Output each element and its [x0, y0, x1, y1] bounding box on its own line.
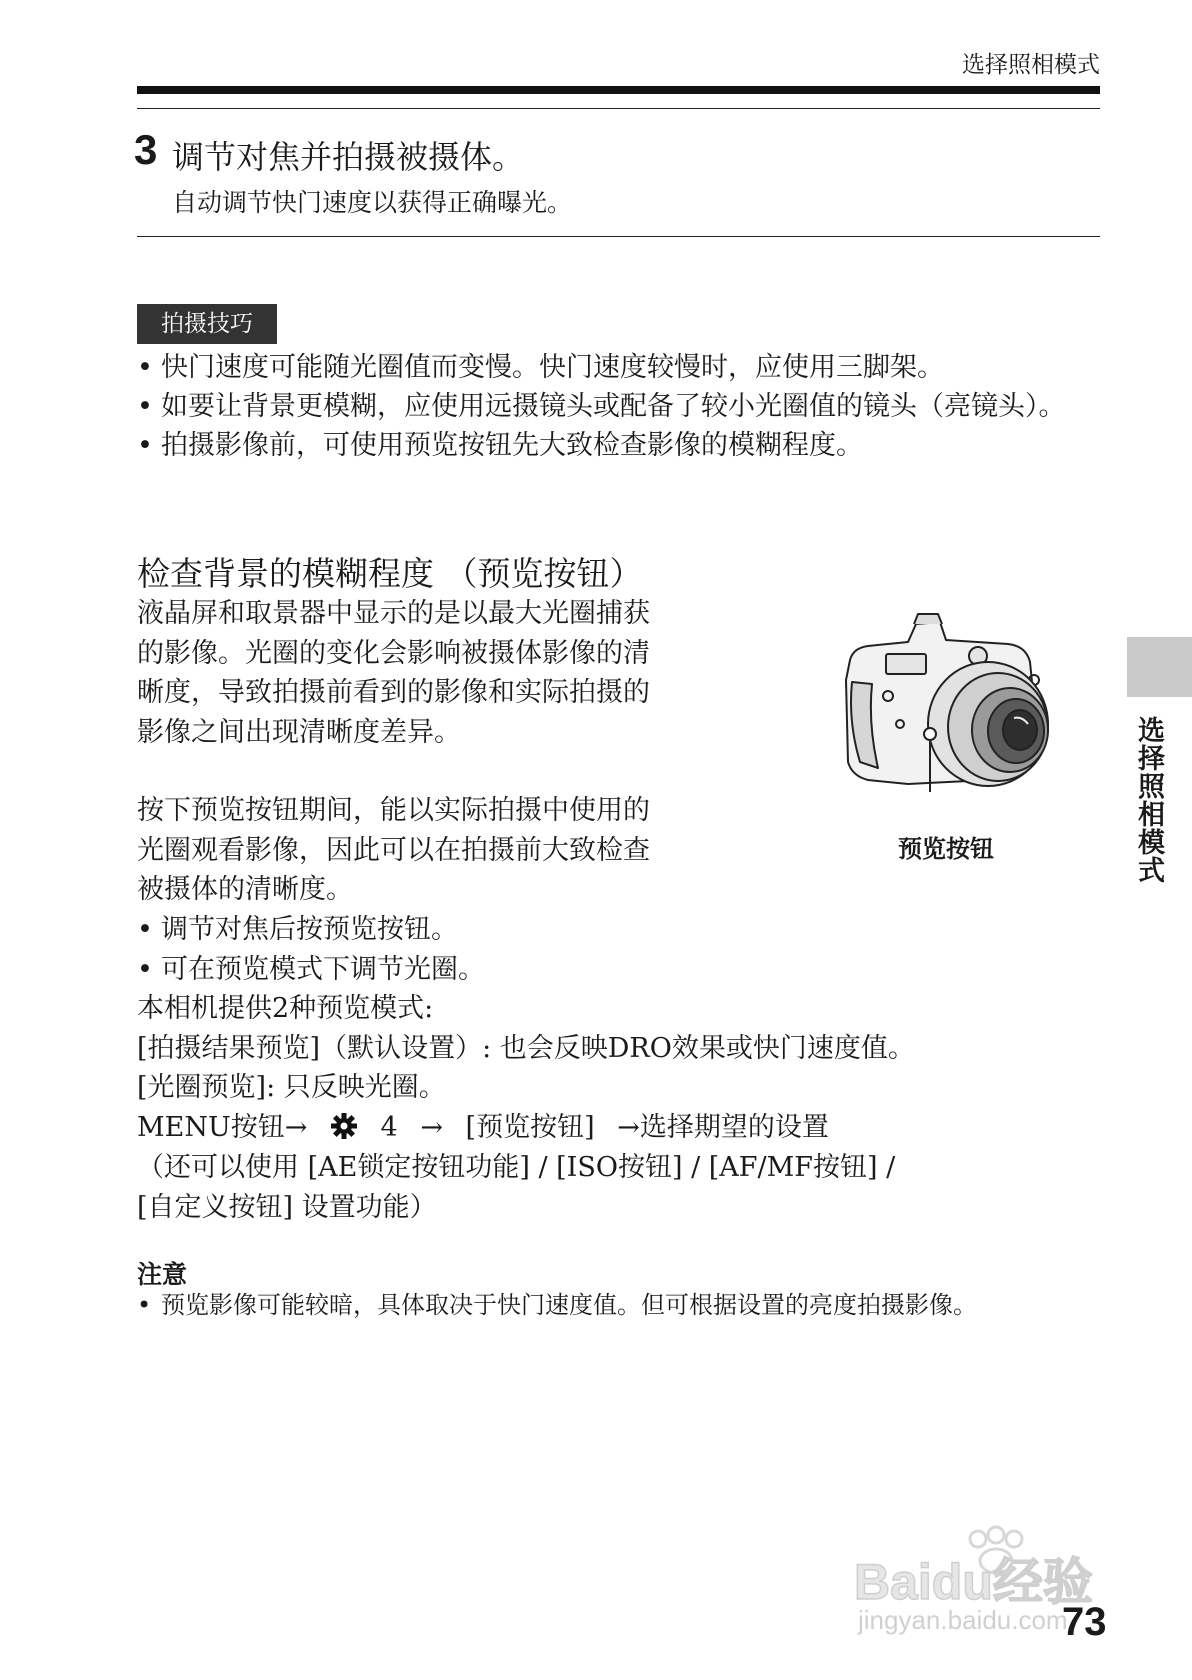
modes-intro: 本相机提供2种预览模式:: [137, 993, 434, 1024]
menu-tab-number: 4: [380, 1112, 398, 1143]
menu-arrow: →: [420, 1112, 443, 1143]
menu-path-prefix: MENU按钮→: [137, 1112, 308, 1143]
step-description: 自动调节快门速度以获得正确曝光。: [172, 188, 573, 217]
running-header: 选择照相模式: [962, 52, 1100, 78]
menu-path-suffix: →选择期望的设置: [617, 1112, 829, 1143]
watermark-brand: Baidu经验: [854, 1554, 1093, 1610]
section-bullets: [137, 910, 697, 989]
alternative-buttons-line-1: （还可以使用 [AE锁定按钮功能] / [ISO按钮] / [AF/MF按钮] /: [137, 1152, 896, 1183]
side-tab-marker: [1127, 637, 1192, 697]
list-item: • 拍摄影像前，可使用预览按钮先大致检查影像的模糊程度。: [137, 426, 1097, 465]
alternative-buttons-line-2: [自定义按钮] 设置功能）: [137, 1192, 437, 1223]
page-number: 73: [1062, 1600, 1107, 1644]
camera-illustration: [838, 612, 1078, 832]
notes-title: 注意: [137, 1260, 188, 1289]
menu-path: [137, 1108, 829, 1148]
mode-shot-result: [拍摄结果预览]（默认设置）: 也会反映DRO效果或快门速度值。: [137, 1033, 915, 1064]
list-item: • 调节对焦后按预览按钮。: [137, 910, 697, 950]
list-item: • 可在预览模式下调节光圈。: [137, 950, 697, 990]
section-paragraph-2: 按下预览按钮期间，能以实际拍摄中使用的光圈观看影像，因此可以在拍摄前大致检查被摄体的清晰度。: [137, 795, 650, 905]
list-item: • 预览影像可能较暗，具体取决于快门速度值。但可根据设置的亮度拍摄影像。: [137, 1288, 1057, 1323]
notes-list: [137, 1288, 1057, 1323]
header-rule: [137, 86, 1100, 94]
header-thin-rule: [137, 108, 1100, 109]
tips-list: [137, 348, 1097, 465]
section-paragraph-1: 液晶屏和取景器中显示的是以最大光圈捕获的影像。光圈的变化会影响被摄体影像的清晰度，导致拍摄前看到的影像和实际拍摄的影像之间出现清晰度差异。: [137, 598, 650, 748]
tips-label: 拍摄技巧: [137, 304, 277, 344]
mode-aperture: [光圈预览]: 只反映光圈。: [137, 1072, 446, 1103]
figure-caption: 预览按钮: [898, 835, 994, 863]
list-item: • 快门速度可能随光圈值而变慢。快门速度较慢时，应使用三脚架。: [137, 348, 1097, 387]
list-item: • 如要让背景更模糊，应使用远摄镜头或配备了较小光圈值的镜头（亮镜头）。: [137, 387, 1097, 426]
watermark-url: jingyan.baidu.com: [858, 1605, 1068, 1635]
side-tab-label: 选择照相模式: [1133, 716, 1164, 884]
step-divider: [137, 236, 1100, 237]
menu-item: [预览按钮]: [465, 1112, 595, 1143]
section-title: 检查背景的模糊程度 （预览按钮）: [137, 554, 643, 593]
gear-icon: [330, 1112, 358, 1140]
step-number: 3: [134, 126, 158, 173]
step-title: 调节对焦并拍摄被摄体。: [172, 138, 525, 176]
